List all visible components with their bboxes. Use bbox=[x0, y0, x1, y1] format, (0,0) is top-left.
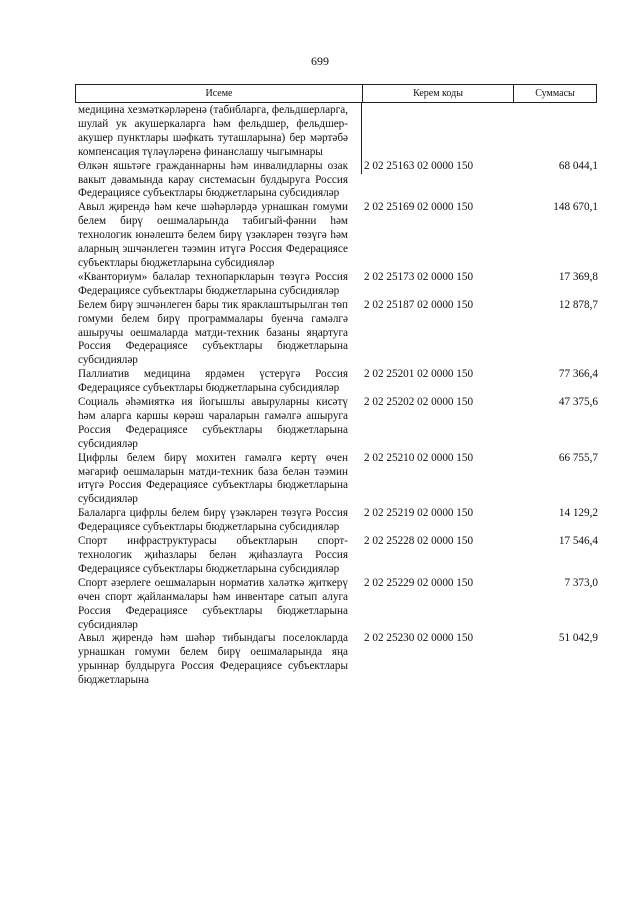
row-name: Цифрлы белем бирү мохитен гамәлгә кертү өчен мәгариф оешмаларын матди-техник база белән тәэмин итүгә Россия Федерациясе субъектлары бюджетларына субсидияләр bbox=[78, 451, 348, 506]
row-sum: 77 366,4 bbox=[558, 368, 598, 381]
row-code: 2 02 25202 02 0000 150 bbox=[364, 396, 474, 409]
row-code: 2 02 25201 02 0000 150 bbox=[364, 368, 474, 381]
table-header bbox=[75, 84, 597, 103]
row-sum: 66 755,7 bbox=[558, 451, 598, 464]
row-sum: 51 042,9 bbox=[558, 632, 598, 645]
row-code: 2 02 25187 02 0000 150 bbox=[364, 298, 474, 311]
row-sum: 12 878,7 bbox=[558, 298, 598, 311]
table-row bbox=[78, 104, 600, 160]
row-name: Авыл җирендә һәм шәһәр тибындагы поселокларда урнашкан гомуми белем бирү оешмаларында яңа урыннар булдыруга Россия Федерациясе субъектлары бюджетларына bbox=[78, 632, 348, 687]
row-sum: 17 369,8 bbox=[558, 270, 598, 283]
row-code: 2 02 25173 02 0000 150 bbox=[364, 270, 474, 283]
page-number: 699 bbox=[311, 54, 329, 68]
row-sum: 148 670,1 bbox=[553, 201, 598, 214]
row-code: 2 02 25219 02 0000 150 bbox=[364, 507, 474, 520]
row-code bbox=[348, 104, 496, 160]
row-sum: 47 375,6 bbox=[558, 396, 598, 409]
row-code: 2 02 25163 02 0000 150 bbox=[364, 159, 474, 172]
header-code: Керем коды bbox=[363, 85, 514, 102]
row-code: 2 02 25169 02 0000 150 bbox=[364, 201, 474, 214]
row-code: 2 02 25229 02 0000 150 bbox=[364, 576, 474, 589]
header-sum: Суммасы bbox=[535, 88, 575, 99]
row-name: «Кванториум» балалар технопаркларын төзүгә Россия Федерациясе субъектлары бюджетларына субсидияләр bbox=[78, 270, 348, 297]
row-sum bbox=[496, 104, 598, 160]
table-row bbox=[78, 160, 600, 202]
header-name: Исеме bbox=[76, 85, 363, 102]
table-row bbox=[78, 577, 600, 633]
row-sum: 17 546,4 bbox=[558, 535, 598, 548]
row-sum: 7 373,0 bbox=[564, 576, 598, 589]
row-name: Балаларга цифрлы белем бирү үзәкләрен төзүгә Россия Федерациясе субъектлары бюджетларына субсидияләр bbox=[78, 507, 348, 534]
table-row bbox=[78, 452, 600, 508]
table-row bbox=[78, 271, 600, 299]
table-row bbox=[78, 507, 600, 535]
row-name: Өлкән яшьтәге гражданнарны һәм инвалидларны озак вакыт дәвамында карау системасын булдыруга Россия Федерациясе субъектлары бюджетларына субсидияләр bbox=[78, 159, 348, 200]
row-name: Паллиатив медицина ярдәмен үстерүгә Россия Федерациясе субъектлары бюджетларына субсидияләр bbox=[78, 368, 348, 395]
row-sum: 14 129,2 bbox=[558, 507, 598, 520]
row-name: Спорт әзерлеге оешмаларын норматив халәткә җиткерү өчен спорт җайланмалары һәм инвентаре сатып алуга Россия Федерациясе субъектлары бюджетларына субсидияләр bbox=[78, 576, 348, 631]
table-row bbox=[78, 535, 600, 577]
table-body bbox=[78, 104, 600, 688]
row-sum: 68 044,1 bbox=[558, 159, 598, 172]
row-name: Спорт инфраструктурасы объектларын спорт-технологик җиһазлары белән җиһазлауга Россия Федерациясе субъектлары бюджетларына субсидияләр bbox=[78, 535, 348, 575]
table-row bbox=[78, 632, 600, 688]
table-row bbox=[78, 368, 600, 396]
row-name: медицина хезмәткәрләренә (табибларга, фельдшерларга, шулай ук акушеркаларга һәм фельдшер, фельдшер-акушер пунктлары шәфкать туташларына) бер мәртәбә компенсация түләүләренә финанслашу чыгымнары bbox=[78, 104, 348, 158]
row-code: 2 02 25230 02 0000 150 bbox=[364, 632, 474, 645]
table-row bbox=[78, 201, 600, 271]
row-name: Социаль әһәмияткә ия йогышлы авыруларны кисәтү һәм аларга каршы көрәш чараларын гамәлгә ашыруга Россия Федерациясе субъектлары бюджетларына субсидияләр bbox=[78, 396, 348, 450]
row-name: Авыл җирендә һәм кече шәһәрләрдә урнашкан гомуми белем бирү оешмаларында табигый-фәнни һәм технологик юнәлештә белем бирү үзәкләрен төзүгә һәм аларның эшчәнлеген тәэмин итүгә Россия Федерациясе субъектлары бюджетларына субсидияләр bbox=[78, 201, 348, 269]
row-code: 2 02 25210 02 0000 150 bbox=[364, 451, 474, 464]
row-code: 2 02 25228 02 0000 150 bbox=[364, 535, 474, 548]
table-row bbox=[78, 299, 600, 369]
table-row bbox=[78, 396, 600, 452]
row-name: Белем бирү эшчәнлеген бары тик яраклаштырылган төп гомуми белем бирү программалары буенча гамәлгә ашыручы оешмаларда матди-техник базаны яңартуга Россия Федерациясе субъектлары бюджетларына субсидияләр bbox=[78, 298, 348, 367]
